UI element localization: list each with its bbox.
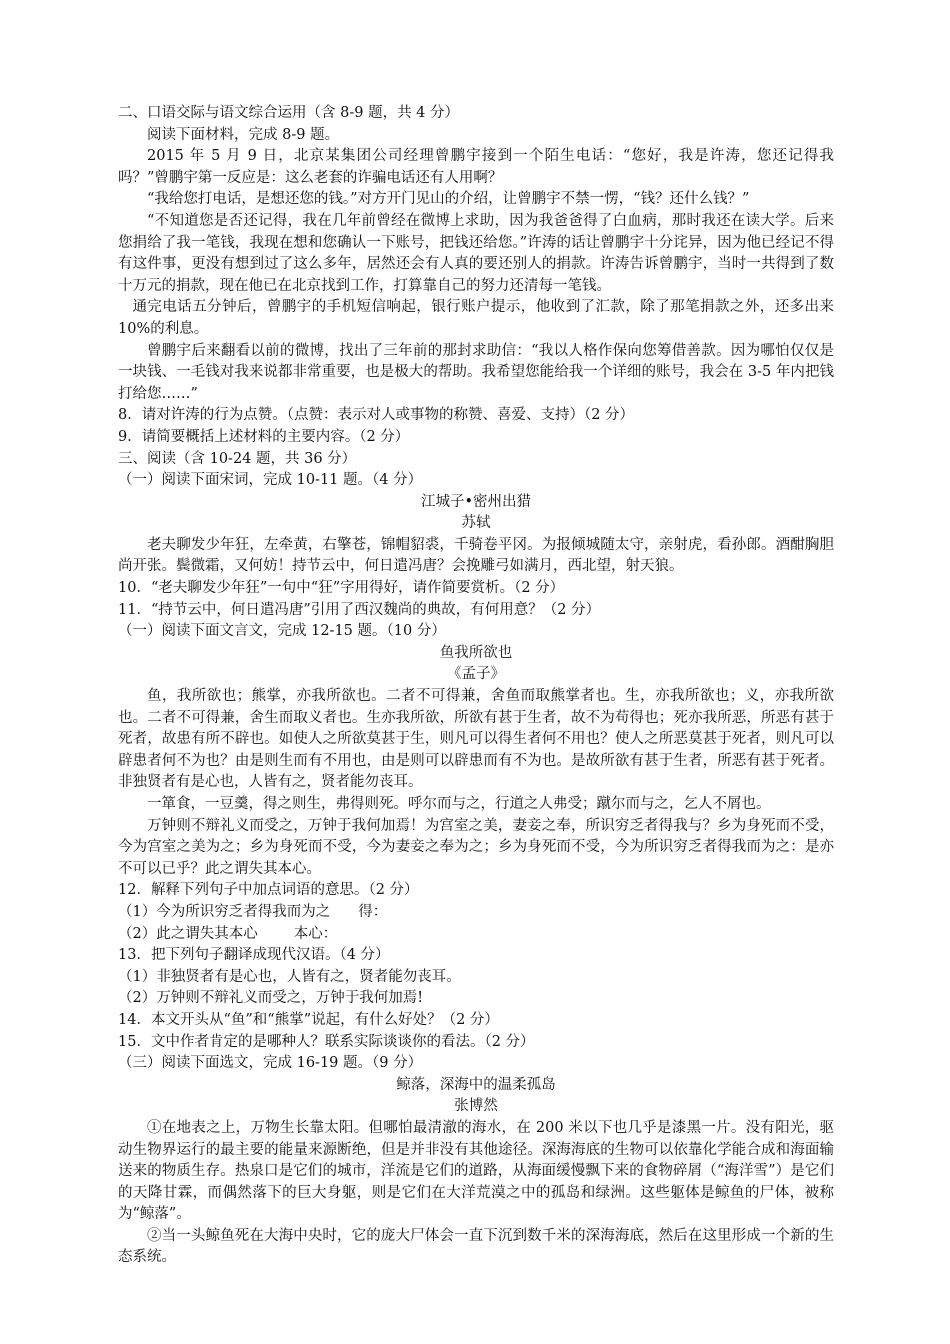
article-paragraph: ②当一头鲸鱼死在大海中央时，它的庞大尸体会一直下沉到数千米的深海海底，然后在这里形成一个新的生态系统。 [118, 1227, 834, 1266]
question-12-1-sentence: （1）今为所识穷乏者得我而为之 [118, 903, 331, 920]
question-12-1-word: 得： [358, 903, 388, 920]
section3-heading: 三、阅读（含 10-24 题，共 36 分） [118, 450, 357, 467]
section2-paragraph: “我给您打电话，是想还您的钱。”对方开门见山的介绍，让曾鹏宇不禁一愣，“钱？还什么钱？” [147, 191, 750, 208]
question-14: 14．本文开头从“鱼”和“熊掌”说起，有什么好处？（2 分） [118, 1011, 499, 1028]
article-author: 张博然 [454, 1098, 498, 1115]
question-8: 8．请对许涛的行为点赞。（点赞：表示对人或事物的称赞、喜爱、支持）（2 分） [118, 407, 635, 424]
question-12-2 [118, 924, 834, 946]
part2-instruction: （一）阅读下面文言文，完成 12-15 题。（10 分） [118, 623, 446, 640]
part1-instruction: （一）阅读下面宋词，完成 10-11 题。（4 分） [118, 472, 423, 489]
question-12-2-sentence: （2）此之谓失其本心 [118, 925, 258, 942]
article-paragraph: ①在地表之上，万物生长靠太阳。但哪怕最清澈的海水，在 200 米以下也几乎是漆黑一片。没有阳光，驱动生物界运行的最主要的能量来源断绝，但是并非没有其他途径。深海海底的生物可以依靠化学能合成和海面输送来的物质生存。热泉口是它们的城市，洋流是它们的道路，从海面缓慢飘下来的食物碎屑（“海洋雪”）是它们的天降甘霖，而偶然落下的巨大身躯，则是它们在大洋荒漠之中的孤岛和绿洲。这些躯体是鲸鱼的尸体，被称为“鲸落”。 [118, 1119, 834, 1223]
question-12: 12．解释下列句子中加点词语的意思。（2 分） [118, 882, 419, 899]
article-title: 鲸落，深海中的温柔孤岛 [396, 1076, 556, 1093]
question-12-2-word: 本心： [293, 925, 338, 942]
section2-paragraph: 曾鹏宇后来翻看以前的微博，找出了三年前的那封求助信：“我以人格作保向您筹借善款。因为哪怕仅仅是一块钱、一毛钱对我来说都非常重要，也是极大的帮助。我希望您能给我一个详细的账号，我会在 3-5 年内把钱打给您……” [118, 342, 834, 402]
poem-title: 江城子•密州出猎 [420, 493, 532, 510]
section2-heading: 二、口语交际与语文综合运用（含 8-9 题，共 4 分） [118, 105, 460, 121]
section2-paragraph: 通完电话五分钟后，曾鹏宇的手机短信响起，银行账户提示，他收到了汇款，除了那笔捐款之外，还多出来 10%的利息。 [118, 299, 834, 337]
poem-author: 苏轼 [461, 515, 491, 532]
part3-instruction: （三）阅读下面选文，完成 16-19 题。（9 分） [118, 1055, 423, 1072]
classical-paragraph: 一箪食，一豆羹，得之则生，弗得则死。呼尔而与之，行道之人弗受；蹴尔而与之，乞人不屑也。 [147, 796, 771, 812]
question-9: 9．请简要概括上述材料的主要内容。（2 分） [118, 428, 410, 445]
classical-paragraph: 鱼，我所欲也；熊掌，亦我所欲也。二者不可得兼，舍鱼而取熊掌者也。生，亦我所欲也；义，亦我所欲也。二者不可得兼，舍生而取义者也。生亦我所欲，所欲有甚于生者，故不为苟得也；死亦我所恶，所恶有甚于死者，故患有所不辟也。如使人之所欲莫甚于生，则凡可以得生者何不用也？使人之所恶莫甚于死者，则凡可以辟患者何不为也？由是则生而有不用也，由是则可以辟患而有不为也。是故所欲有甚于生者，所恶有甚于死者。非独贤者有是心也，人皆有之，贤者能勿丧耳。 [118, 688, 834, 791]
classical-author: 《孟子》 [447, 666, 505, 683]
poem-text: 老夫聊发少年狂，左牵黄，右擎苍，锦帽貂裘，千骑卷平冈。为报倾城随太守，亲射虎，看孙郎。酒酣胸胆尚开张。鬓微霜，又何妨！持节云中，何日遣冯唐？会挽雕弓如满月，西北望，射天狼。 [118, 536, 834, 575]
section2-instruction: 阅读下面材料，完成 8-9 题。 [147, 126, 340, 143]
exam-page [118, 103, 834, 1269]
question-13-1: （1）非独贤者有是心也，人皆有之，贤者能勿丧耳。 [118, 968, 461, 985]
classical-title: 鱼我所欲也 [439, 644, 513, 661]
question-11: 11．“持节云中，何日遣冯唐”引用了西汉魏尚的典故，有何用意？（2 分） [118, 601, 601, 618]
question-12-1 [118, 902, 834, 924]
question-10: 10．“老夫聊发少年狂”一句中“狂”字用得好，请作简要赏析。（2 分） [118, 580, 565, 597]
section2-paragraph: 2015 年 5 月 9 日，北京某集团公司经理曾鹏宇接到一个陌生电话：“您好，我是许涛，您还记得我吗？”曾鹏宇第一反应是：这么老套的诈骗电话还有人用啊？ [118, 148, 834, 186]
question-15: 15．文中作者肯定的是哪种人？联系实际谈谈你的看法。（2 分） [118, 1033, 535, 1050]
question-13-2: （2）万钟则不辩礼义而受之，万钟于我何加焉! [118, 990, 424, 1007]
section2-paragraph: “不知道您是否还记得，我在几年前曾经在微博上求助，因为我爸爸得了白血病，那时我还在读大学。后来您捐给了我一笔钱，我现在想和您确认一下账号，把钱还给您。”许涛的话让曾鹏宇十分诧异，因为他已经记不得有这件事，更没有想到过了这么多年，居然还会有人真的要还别人的捐款。许涛告诉曾鹏宇，当时一共得到了数十万元的捐款，现在他已在北京找到工作，打算靠自己的努力还清每一笔钱。 [118, 212, 834, 294]
classical-paragraph: 万钟则不辩礼义而受之，万钟于我何加焉！为宫室之美，妻妾之奉，所识穷乏者得我与？乡为身死而不受，今为宫室之美为之；乡为身死而不受，今为妻妾之奉为之；乡为身死而不受，今为所识穷乏者得我而为之：是亦不可以已乎？此之谓失其本心。 [118, 817, 834, 877]
question-13: 13．把下列句子翻译成现代汉语。（4 分） [118, 947, 390, 964]
